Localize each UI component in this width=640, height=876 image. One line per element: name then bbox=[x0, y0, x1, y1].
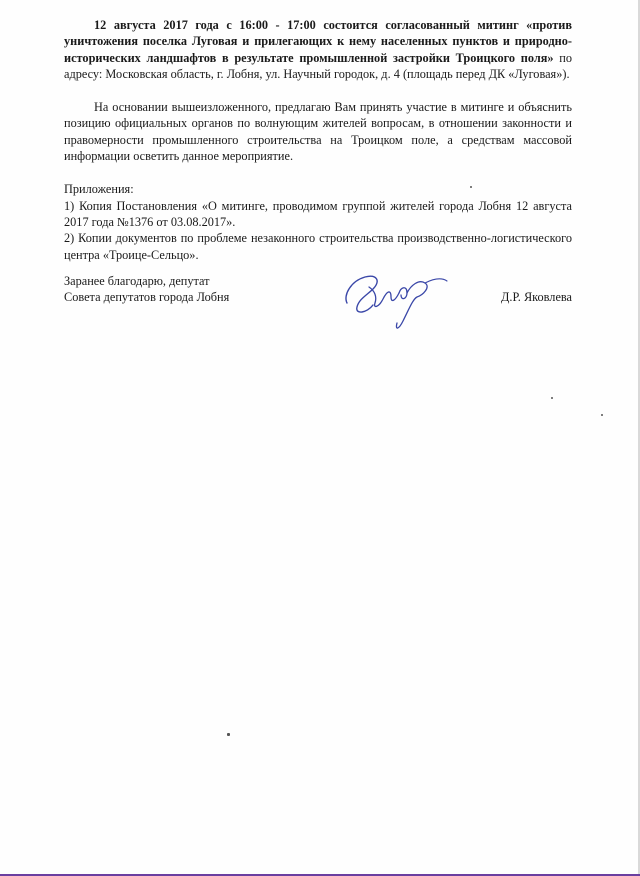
closing-text bbox=[64, 273, 229, 306]
appendix-title: Приложения: bbox=[64, 182, 134, 197]
closing-line-1: Заранее благодарю, депутат bbox=[64, 274, 210, 288]
meeting-address: по адресу: Московская область, г. Лобня, ул. Научный городок, д. 4 (площадь перед ДК «Луговая»). bbox=[64, 50, 572, 81]
meeting-announcement-paragraph bbox=[64, 17, 572, 82]
scan-speck bbox=[227, 733, 230, 736]
signatory-name: Д.Р. Яковлева bbox=[501, 290, 572, 304]
closing-line-2: Совета депутатов города Лобня bbox=[64, 290, 230, 305]
appendix-section bbox=[64, 181, 572, 262]
appendix-item: 1) Копия Постановления «О митинге, проводимом группой жителей города Лобня 12 августа 2017 года №1376 от 03.08.2017». bbox=[64, 198, 572, 229]
appendix-item: 2) Копии документов по проблеме незаконного строительства производственно-логистического центра «Троице-Сельцо». bbox=[64, 231, 572, 262]
scan-speck bbox=[470, 186, 472, 188]
meeting-announcement-bold: 12 августа 2017 года с 16:00 - 17:00 состоится согласованный митинг «против уничтожения поселка Луговая и прилегающих к нему населенных пунктов и природно-исторических ландшафтов в результате промышленной застройки Троицкого поля» bbox=[64, 18, 572, 65]
handwritten-signature bbox=[339, 265, 449, 335]
scan-speck bbox=[601, 414, 603, 416]
invitation-paragraph: На основании вышеизложенного, предлагаю Вам принять участие в митинге и объяснить позицию официальных органов по волнующим жителей вопросам, в отношении законности и правомерности промышленного строительства на Троицком поле, а средствам массовой информации осветить данное мероприятие. bbox=[64, 100, 572, 164]
letter-body bbox=[64, 17, 572, 263]
signature-block bbox=[64, 273, 572, 343]
scan-speck bbox=[551, 397, 553, 399]
